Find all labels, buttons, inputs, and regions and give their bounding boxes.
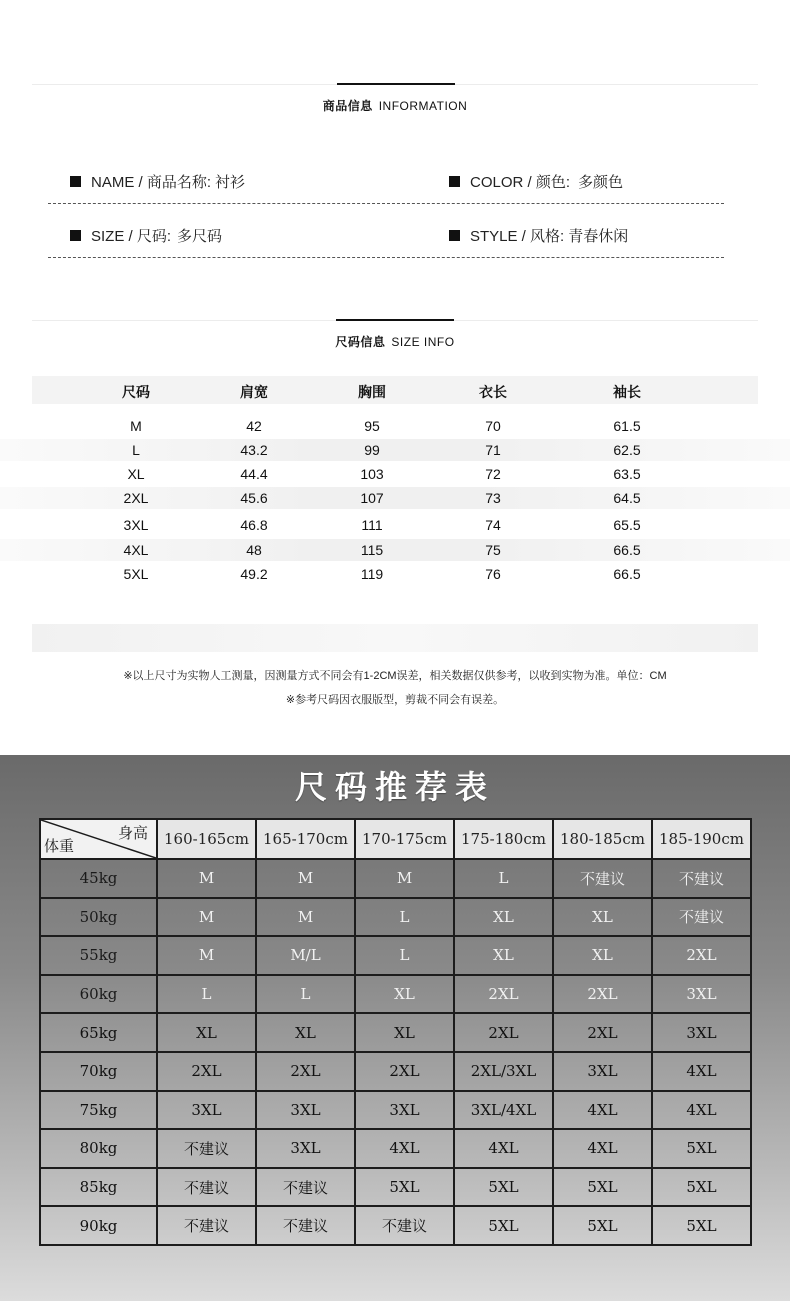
- size-recommendation-cell: L: [157, 975, 256, 1014]
- weight-row: [40, 859, 751, 898]
- weight-row: [40, 1129, 751, 1168]
- size-table-row: [0, 539, 790, 561]
- bullet-square-icon: [449, 176, 460, 187]
- weight-label: 50kg: [40, 898, 157, 937]
- size-recommendation-cell: 2XL: [454, 975, 553, 1014]
- size-table-cell: 103: [360, 466, 384, 482]
- size-table-cell: L: [132, 442, 140, 458]
- height-header: 170-175cm: [355, 819, 454, 859]
- size-table-footer-band: [32, 624, 758, 652]
- weight-row: [40, 1206, 751, 1245]
- size-recommendation-cell: M/L: [256, 936, 355, 975]
- divider-accent: [336, 319, 454, 321]
- recommendation-table: [39, 818, 752, 1246]
- size-recommendation-cell: M: [256, 898, 355, 937]
- corner-cell: [40, 819, 157, 859]
- size-table-cell: 76: [485, 566, 501, 582]
- size-recommendation-cell: 5XL: [652, 1206, 751, 1245]
- size-recommendation-cell: M: [157, 859, 256, 898]
- size-table-cell: M: [130, 418, 142, 434]
- weight-label: 75kg: [40, 1091, 157, 1130]
- column-header: 尺码: [122, 384, 150, 400]
- size-recommendation-cell: 2XL: [553, 975, 652, 1014]
- size-table-cell: 42: [246, 418, 262, 434]
- size-recommendation-cell: 3XL: [355, 1091, 454, 1130]
- size-recommendation-cell: 3XL: [256, 1091, 355, 1130]
- size-recommendation-cell: 2XL: [355, 1052, 454, 1091]
- divider-accent: [337, 83, 455, 85]
- weight-row: [40, 898, 751, 937]
- info-label: SIZE / 尺码:: [91, 228, 172, 245]
- bullet-square-icon: [70, 230, 81, 241]
- size-table-cell: 46.8: [240, 517, 268, 533]
- size-table-cell: 61.5: [613, 418, 641, 434]
- weight-label: 90kg: [40, 1206, 157, 1245]
- size-recommendation-cell: 3XL/4XL: [454, 1091, 553, 1130]
- info-value: 多颜色: [578, 174, 624, 191]
- size-table-cell: 2XL: [123, 490, 149, 506]
- corner-height-label: 身高: [117, 824, 148, 842]
- info-style: [449, 225, 628, 246]
- size-recommendation-cell: XL: [355, 975, 454, 1014]
- size-table-cell: 119: [360, 566, 384, 582]
- size-recommendation-cell: 不建议: [256, 1206, 355, 1245]
- info-value: 衬衫: [215, 174, 246, 191]
- size-table-cell: 111: [361, 517, 383, 533]
- size-table-cell: 107: [360, 490, 384, 506]
- size-recommendation-cell: M: [157, 898, 256, 937]
- info-label: STYLE / 风格:: [470, 228, 565, 245]
- size-table-cell: 71: [485, 442, 501, 458]
- size-recommendation-cell: 5XL: [355, 1168, 454, 1207]
- size-recommendation-cell: 5XL: [553, 1206, 652, 1245]
- info-size: [70, 225, 222, 246]
- size-recommendation-cell: 3XL: [553, 1052, 652, 1091]
- weight-row: [40, 1052, 751, 1091]
- info-label: COLOR / 颜色:: [470, 174, 571, 191]
- bullet-square-icon: [449, 230, 460, 241]
- size-recommendation-cell: 3XL: [256, 1129, 355, 1168]
- size-recommendation-cell: M: [256, 859, 355, 898]
- column-header: 衣长: [479, 384, 507, 400]
- size-recommendation-cell: 4XL: [553, 1091, 652, 1130]
- height-header: 175-180cm: [454, 819, 553, 859]
- size-recommendation-cell: 不建议: [355, 1206, 454, 1245]
- bullet-square-icon: [70, 176, 81, 187]
- weight-label: 80kg: [40, 1129, 157, 1168]
- size-recommendation-cell: 2XL: [454, 1013, 553, 1052]
- size-recommendation-cell: 5XL: [454, 1206, 553, 1245]
- size-table-cell: 115: [360, 542, 384, 558]
- size-table-cell: 44.4: [240, 466, 268, 482]
- size-recommendation-cell: 4XL: [553, 1129, 652, 1168]
- fit-note: ※参考尺码因衣服版型，剪裁不同会有误差。: [285, 694, 505, 706]
- height-header: 160-165cm: [157, 819, 256, 859]
- weight-label: 55kg: [40, 936, 157, 975]
- weight-label: 45kg: [40, 859, 157, 898]
- size-recommendation-cell: L: [256, 975, 355, 1014]
- size-recommendation-cell: 3XL: [157, 1091, 256, 1130]
- size-table-cell: 66.5: [613, 542, 641, 558]
- weight-row: [40, 936, 751, 975]
- size-table-cell: 64.5: [613, 490, 641, 506]
- recommendation-title: 尺码推荐表: [294, 768, 495, 806]
- size-recommendation-cell: 不建议: [157, 1168, 256, 1207]
- size-table-header: [0, 379, 790, 401]
- size-recommendation-cell: 不建议: [157, 1129, 256, 1168]
- weight-label: 70kg: [40, 1052, 157, 1091]
- weight-row: [40, 1091, 751, 1130]
- column-header: 胸围: [358, 384, 386, 400]
- size-table-row: [0, 563, 790, 585]
- size-recommendation-cell: 2XL: [652, 936, 751, 975]
- info-label: NAME / 商品名称:: [91, 174, 212, 191]
- size-recommendation-cell: M: [157, 936, 256, 975]
- size-table-cell: 4XL: [123, 542, 149, 558]
- section-title-cn: 尺码信息: [335, 335, 386, 349]
- size-table-row: [0, 514, 790, 536]
- size-table-cell: XL: [127, 466, 145, 482]
- size-table-row: [0, 439, 790, 461]
- column-header: 袖长: [613, 384, 641, 400]
- size-table-cell: 75: [485, 542, 501, 558]
- weight-row: [40, 975, 751, 1014]
- size-recommendation-cell: 3XL: [652, 975, 751, 1014]
- column-header: 肩宽: [240, 384, 268, 400]
- dotted-divider: [48, 257, 724, 258]
- size-recommendation-cell: 4XL: [454, 1129, 553, 1168]
- size-recommendation-cell: 2XL: [553, 1013, 652, 1052]
- height-header-row: [40, 819, 751, 859]
- size-recommendation-cell: 4XL: [355, 1129, 454, 1168]
- weight-label: 85kg: [40, 1168, 157, 1207]
- size-recommendation-cell: 不建议: [256, 1168, 355, 1207]
- size-recommendation-cell: 3XL: [652, 1013, 751, 1052]
- size-table-cell: 63.5: [613, 466, 641, 482]
- info-value: 青春休闲: [568, 228, 629, 245]
- dotted-divider: [48, 203, 724, 204]
- size-recommendation-cell: 2XL/3XL: [454, 1052, 553, 1091]
- info-name: [70, 171, 245, 192]
- weight-label: 60kg: [40, 975, 157, 1014]
- size-table-cell: 62.5: [613, 442, 641, 458]
- size-table-cell: 48: [246, 542, 262, 558]
- info-color: [449, 171, 623, 192]
- corner-weight-label: 体重: [44, 837, 75, 855]
- height-header: 180-185cm: [553, 819, 652, 859]
- size-recommendation-cell: XL: [157, 1013, 256, 1052]
- size-recommendation-cell: L: [355, 936, 454, 975]
- size-table-cell: 45.6: [240, 490, 268, 506]
- height-header: 185-190cm: [652, 819, 751, 859]
- size-recommendation-cell: 不建议: [652, 859, 751, 898]
- size-table-row: [0, 415, 790, 437]
- size-recommendation-cell: 不建议: [157, 1206, 256, 1245]
- size-recommendation-cell: 不建议: [652, 898, 751, 937]
- size-recommendation-cell: L: [454, 859, 553, 898]
- section-title-cn: 商品信息: [322, 99, 373, 113]
- size-table-cell: 70: [485, 418, 501, 434]
- weight-row: [40, 1013, 751, 1052]
- size-recommendation-cell: XL: [553, 898, 652, 937]
- size-recommendation-cell: 5XL: [652, 1129, 751, 1168]
- size-table-row: [0, 463, 790, 485]
- size-recommendation-cell: 不建议: [553, 859, 652, 898]
- section-title-en: INFORMATION: [378, 99, 468, 113]
- size-recommendation-cell: 2XL: [157, 1052, 256, 1091]
- size-info-title: [0, 333, 790, 350]
- size-table-cell: 73: [485, 490, 501, 506]
- size-table-cell: 43.2: [240, 442, 268, 458]
- size-recommendation-cell: XL: [355, 1013, 454, 1052]
- section-title-en: SIZE INFO: [391, 335, 455, 349]
- size-table-cell: 95: [364, 418, 380, 434]
- size-recommendation-cell: 5XL: [454, 1168, 553, 1207]
- size-table-cell: 5XL: [123, 566, 149, 582]
- weight-label: 65kg: [40, 1013, 157, 1052]
- height-header: 165-170cm: [256, 819, 355, 859]
- measurement-note: ※以上尺寸为实物人工测量，因测量方式不同会有1-2CM误差，相关数据仅供参考，以收到实物为准。单位：CM: [123, 670, 667, 682]
- size-recommendation-cell: 2XL: [256, 1052, 355, 1091]
- weight-row: [40, 1168, 751, 1207]
- size-table-cell: 66.5: [613, 566, 641, 582]
- size-recommendation-cell: 4XL: [652, 1091, 751, 1130]
- product-info-title: [0, 97, 790, 114]
- size-recommendation-cell: L: [355, 898, 454, 937]
- size-table-cell: 3XL: [123, 517, 149, 533]
- size-table-cell: 74: [485, 517, 501, 533]
- size-recommendation-cell: 5XL: [652, 1168, 751, 1207]
- size-recommendation-cell: XL: [454, 936, 553, 975]
- size-recommendation-cell: XL: [256, 1013, 355, 1052]
- size-table-cell: 49.2: [240, 566, 268, 582]
- size-recommendation-cell: XL: [454, 898, 553, 937]
- info-value: 多尺码: [177, 228, 223, 245]
- size-table-cell: 65.5: [613, 517, 641, 533]
- size-table-cell: 99: [364, 442, 380, 458]
- size-recommendation-cell: 4XL: [652, 1052, 751, 1091]
- size-table-row: [0, 487, 790, 509]
- size-recommendation-cell: M: [355, 859, 454, 898]
- size-recommendation-cell: 5XL: [553, 1168, 652, 1207]
- size-recommendation-cell: XL: [553, 936, 652, 975]
- size-table-cell: 72: [485, 466, 501, 482]
